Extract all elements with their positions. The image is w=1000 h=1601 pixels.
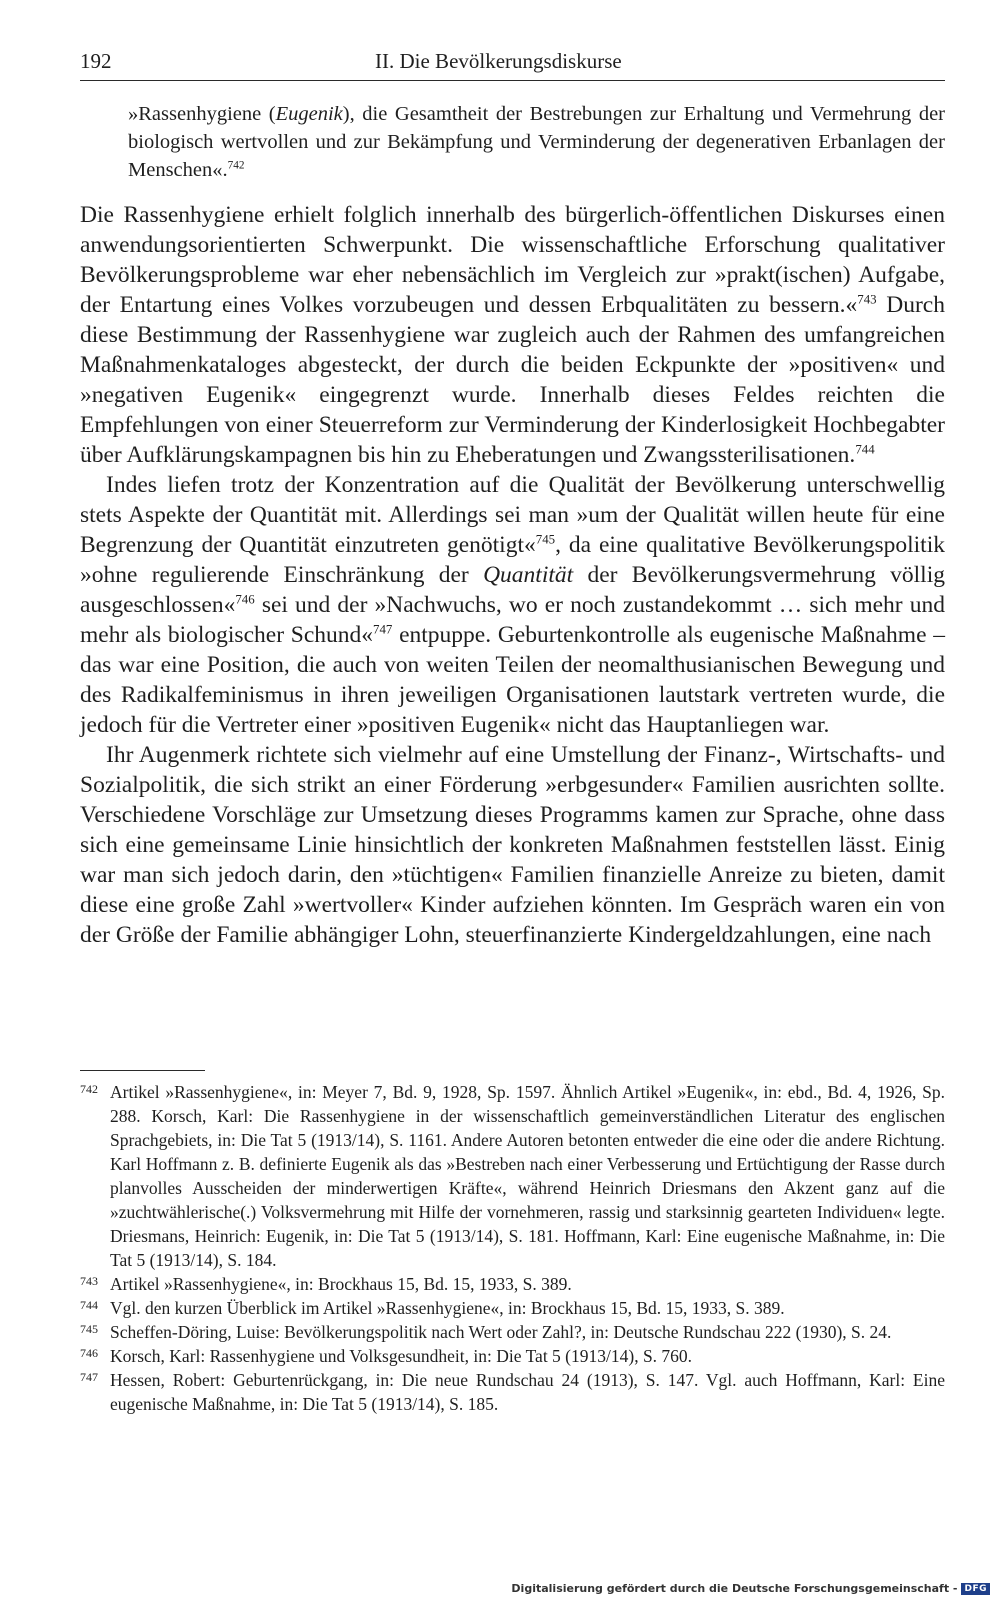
paragraph-text: , da eine qualitative Bevölkerungspolitik »ohne regulierende Einschränkung der (80, 532, 945, 588)
footnote-ref-746[interactable]: 746 (235, 591, 255, 607)
footnote-text: Korsch, Karl: Rassenhygiene und Volksgesundheit, in: Die Tat 5 (1913/14), S. 760. (110, 1346, 693, 1366)
footnote (80, 1320, 945, 1344)
body-text (80, 200, 945, 950)
quote-italic-term: Eugenik (275, 103, 343, 125)
running-title: II. Die Bevölkerungsdiskurse (375, 49, 622, 73)
footnote-number: 745 (80, 1322, 98, 1336)
credit-text: Digitalisierung gefördert durch die Deutsche Forschungsgemeinschaft - (511, 1582, 958, 1595)
footnote-ref-743[interactable]: 743 (857, 291, 877, 307)
footnote-number: 747 (80, 1370, 98, 1384)
paragraph-3: Ihr Augenmerk richtete sich vielmehr auf eine Umstellung der Finanz-, Wirtschafts- und Sozialpolitik, die sich strikt an einer Förderung »erbgesunder« Familien ausrichten sollte. Verschiedene Vorschläge zur Umsetzung dieses Programms kamen zur Sprache, ohne dass sich eine gemeinsame Linie hinsichtlich der konkreten Maßnahmen feststellen lässt. Einig war man sich jedoch darin, den »tüchtigen« Familien finanzielle Anreize zu bieten, damit diese eine große Zahl »wertvoller« Kinder aufziehen könnten. Im Gespräch waren ein von der Größe der Familie abhängiger Lohn, steuerfinanzierte Kindergeldzahlungen, eine nach (80, 742, 945, 948)
footnote (80, 1368, 945, 1416)
header-rule (80, 80, 945, 81)
running-head (80, 44, 945, 78)
paragraph-1 (80, 200, 945, 470)
footnote-ref-745[interactable]: 745 (535, 531, 556, 547)
footnote (80, 1296, 945, 1320)
footnote-text: Hessen, Robert: Geburtenrückgang, in: Die neue Rundschau 24 (1913), S. 147. Vgl. auch Hoffmann, Karl: Eine eugenische Maßnahme, in: Die Tat 5 (1913/14), S. 185. (110, 1370, 945, 1414)
quote-text-part: ), die Gesamtheit der Bestrebungen zur Erhaltung und Vermehrung der biologisch wertvollen und zur Bekämpfung und Verminderung der degenerativen Erbanlagen der Menschen«. (128, 103, 945, 181)
dfg-logo-icon: DFG (961, 1583, 990, 1595)
footnote-ref-744[interactable]: 744 (855, 441, 875, 457)
footnote-number: 743 (80, 1274, 98, 1288)
paragraph-text: entpuppe. Geburtenkontrolle als eugenische Maßnahme – das war eine Position, die auch von weiten Teilen der neomalthusianischen Bewegung und des Radikalfeminismus in ihren jeweiligen Organisationen lautstark vertreten wurde, die jedoch für die Vertreter einer »positiven Eugenik« nicht das Hauptanliegen war. (80, 622, 945, 738)
footnote-ref-747[interactable]: 747 (373, 621, 393, 637)
footnote-number: 744 (80, 1298, 98, 1312)
footnote (80, 1080, 945, 1272)
digitization-credit (511, 1582, 990, 1595)
footnote-ref-742[interactable]: 742 (227, 159, 245, 172)
footnote (80, 1272, 945, 1296)
quote-text-part: »Rassenhygiene ( (128, 103, 276, 125)
block-quote (128, 100, 945, 184)
paragraph-2 (80, 470, 945, 740)
footnote (80, 1344, 945, 1368)
footnotes (80, 1080, 945, 1416)
page-number: 192 (80, 49, 112, 73)
italic-term: Quantität (483, 562, 574, 588)
paragraph-text: Durch diese Bestimmung der Rassenhygiene war zugleich auch der Rahmen des umfangreichen Maßnahmenkataloges abgesteckt, der durch die beiden Eckpunkte der »positiven« und »negativen Eugenik« eingegrenzt wurde. Innerhalb dieses Feldes reichten die Empfehlungen von einer Steuerreform zur Verminderung der Kinderlosigkeit Hochbegabter über Aufklärungskampagnen bis hin zu Eheberatungen und Zwangssterilisationen. (80, 292, 945, 468)
quote-text (128, 100, 945, 184)
footnote-text: Vgl. den kurzen Überblick im Artikel »Rassenhygiene«, in: Brockhaus 15, Bd. 15, 1933, S. 389. (110, 1298, 785, 1318)
paragraph-text: Die Rassenhygiene erhielt folglich innerhalb des bürgerlich-öffentlichen Diskurses einen anwendungsorientierten Schwerpunkt. Die wissenschaftliche Erforschung qualitativer Bevölkerungsprobleme war eher nebensächlich im Vergleich zur »prakt(ischen) Aufgabe, der Entartung eines Volkes vorzubeugen und dessen Erbqualitäten zu bessern.« (80, 202, 945, 318)
footnote-rule (80, 1070, 205, 1071)
footnote-text: Artikel »Rassenhygiene«, in: Meyer 7, Bd. 9, 1928, Sp. 1597. Ähnlich Artikel »Eugenik«, in: ebd., Bd. 4, 1926, Sp. 288. Korsch, Karl: Die Rassenhygiene in der wissenschaftlich gemeinverständlichen Literatur des englischen Sprachgebiets, in: Die Tat 5 (1913/14), S. 1161. Andere Autoren betonten entweder die eine oder die andere Richtung. Karl Hoffmann z. B. definierte Eugenik als das »Bestreben nach einer Verbesserung und Ertüchtigung der Rasse durch planvolles Ausscheiden der minderwertigen Kräfte«, während Heinrich Driesmans den Akzent ganz auf die »zuchtwählerische(.) Volksvermehrung mit Hilfe der vornehmeren, rassig und starksinnig gearteten Individuen« legte. Driesmans, Heinrich: Eugenik, in: Die Tat 5 (1913/14), S. 181. Hoffmann, Karl: Eine eugenische Maßnahme, in: Die Tat 5 (1913/14), S. 184. (110, 1082, 945, 1270)
footnote-number: 742 (80, 1082, 98, 1096)
footnote-text: Scheffen-Döring, Luise: Bevölkerungspolitik nach Wert oder Zahl?, in: Deutsche Rundschau 222 (1930), S. 24. (110, 1322, 892, 1342)
paragraph-text: sei und der »Nachwuchs, wo er noch zustandekommt … sich mehr und mehr als biologischer Schund« (80, 592, 945, 648)
paragraph-text: der Bevölkerungsvermehrung völlig ausgeschlossen« (80, 562, 945, 618)
footnote-text: Artikel »Rassenhygiene«, in: Brockhaus 15, Bd. 15, 1933, S. 389. (110, 1274, 572, 1294)
footnote-number: 746 (80, 1346, 98, 1360)
paragraph-text: Indes liefen trotz der Konzentration auf die Qualität der Bevölkerung unterschwellig stets Aspekte der Quantität mit. Allerdings sei man »um der Qualität willen heute für eine Begrenzung der Quantität einzutreten genötigt« (80, 472, 945, 558)
